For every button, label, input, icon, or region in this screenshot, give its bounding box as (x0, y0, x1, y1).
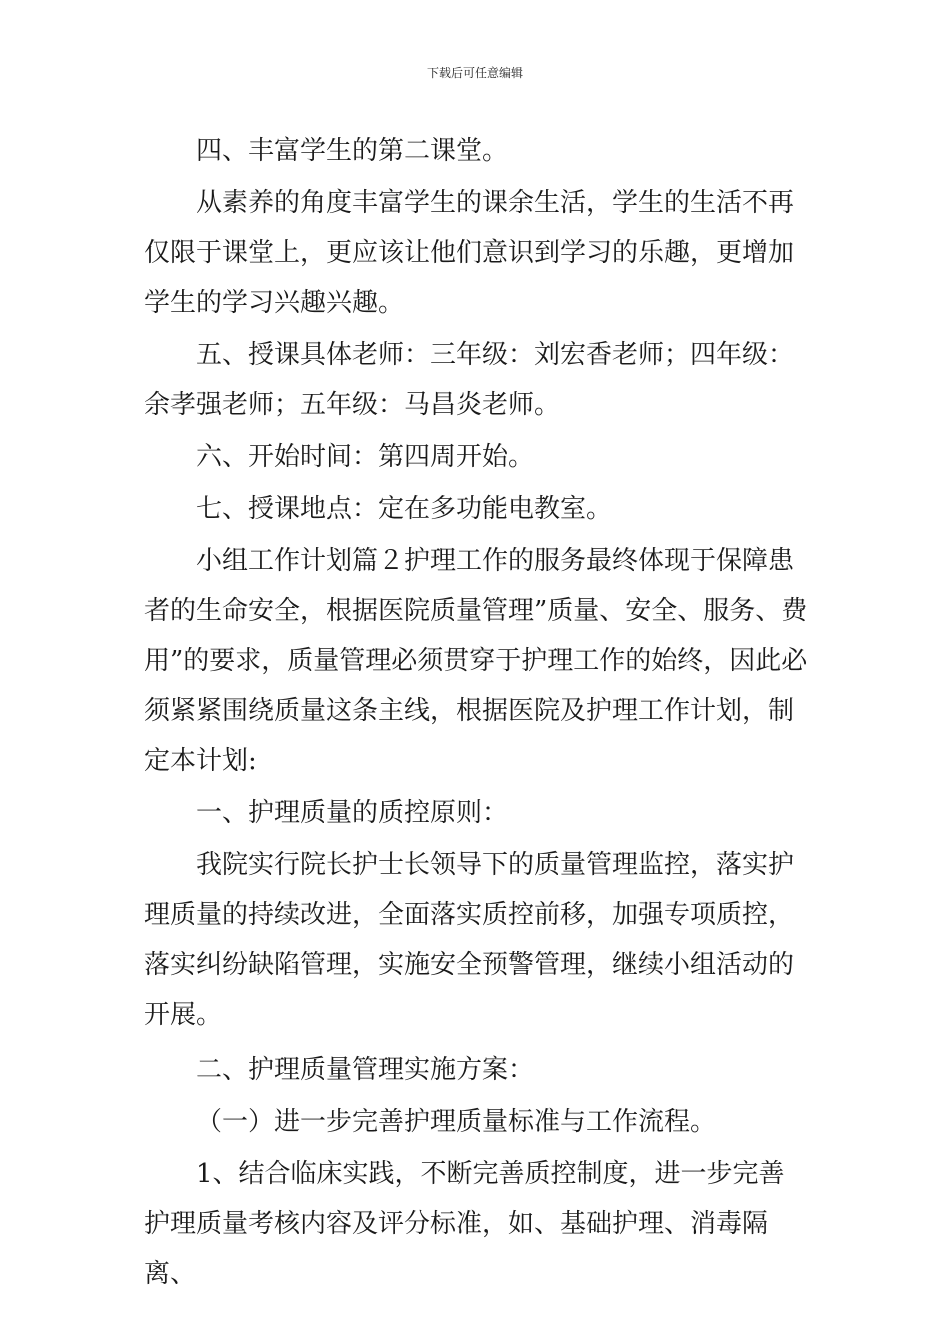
paragraph-item-one: 1、结合临床实践，不断完善质控制度，进一步完善护理质量考核内容及评分标准，如、基础护理、消毒隔离、 (144, 1159, 785, 1289)
page-header-note: 下载后可任意编辑 (426, 66, 523, 80)
paragraph-location: 七、授课地点：定在多功能电教室。 (196, 494, 613, 524)
paragraph-qc-principles: 我院实行院长护士长领导下的质量管理监控，落实护理质量的持续改进，全面落实质控前移，加强专项质控，落实纠纷缺陷管理，实施安全预警管理，继续小组活动的开展。 (144, 850, 795, 1030)
document-body (144, 126, 808, 1299)
paragraph-heading-one: 一、护理质量的质控原则： (196, 798, 509, 828)
paragraph-teachers: 五、授课具体老师：三年级：刘宏香老师；四年级：余孝强老师；五年级：马昌炎老师。 (144, 340, 795, 420)
paragraph-subheading-one: （一）进一步完善护理质量标准与工作流程。 (196, 1107, 717, 1137)
paragraph-second-classroom: 从素养的角度丰富学生的课余生活，学生的生活不再仅限于课堂上，更应该让他们意识到学习的乐趣，更增加学生的学习兴趣兴趣。 (144, 188, 795, 318)
paragraph-plan-intro: 小组工作计划篇２护理工作的服务最终体现于保障患者的生命安全，根据医院质量管理”质量、安全、服务、费用”的要求，质量管理必须贯穿于护理工作的始终，因此必须紧紧围绕质量这条主线，根据医院及护理工作计划，制定本计划: (144, 546, 808, 776)
paragraph-start-time: 六、开始时间：第四周开始。 (196, 442, 535, 472)
paragraph-heading-two: 二、护理质量管理实施方案： (196, 1055, 535, 1085)
paragraph-heading-four: 四、丰富学生的第二课堂。 (196, 136, 509, 166)
